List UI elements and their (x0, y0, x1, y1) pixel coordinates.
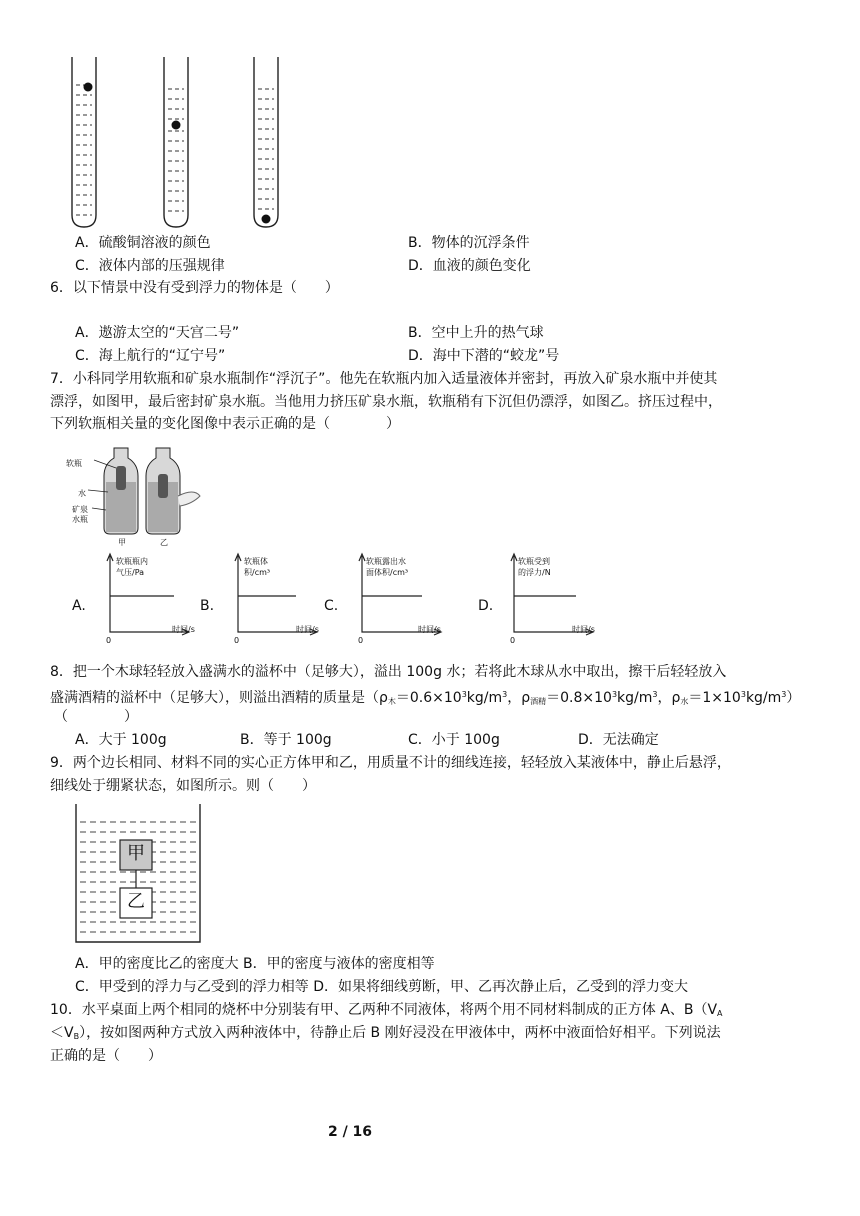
q8-sub-alcohol: 酒精 (530, 697, 547, 706)
block-jia-label: 甲 (127, 843, 145, 864)
q8-sub-water: 水 (680, 697, 689, 706)
q7-stem-line3: 下列软瓶相关量的变化图像中表示正确的是（ ） (50, 416, 400, 432)
q6-option-b: B．空中上升的热气球 (408, 325, 544, 341)
graph-c-letter: C. (324, 598, 339, 614)
q8-option-a: A．大于 100g (75, 732, 167, 748)
q8-option-c: C．小于 100g (408, 732, 500, 748)
q7-stem-line1: 7．小科同学用软瓶和矿泉水瓶制作“浮沉子”。他先在软瓶内加入适量液体并密封，再放入矿泉水瓶中并使其 (50, 371, 718, 387)
graph-d-letter: D. (478, 598, 494, 614)
q5-option-a: A．硫酸铜溶液的颜色 (75, 235, 211, 251)
q6-option-d: D．海中下潜的“蛟龙”号 (408, 348, 560, 364)
q10-stem-text: 10．水平桌面上两个相同的烧杯中分别装有甲、乙两种不同液体，将两个用不同材料制成的正方体 A、B（V (50, 1002, 718, 1018)
q9-options-line1: A．甲的密度比乙的密度大 B．甲的密度与液体的密度相等 (75, 956, 435, 972)
graph-a-ylabel-1: 软瓶瓶内 (116, 557, 148, 566)
q8-option-d: D．无法确定 (578, 732, 659, 748)
q10-stem-line3: 正确的是（ ） (50, 1048, 162, 1064)
graph-c-ylabel-2: 面体积/cm³ (366, 568, 409, 577)
page-number: 2 / 16 (327, 1124, 373, 1140)
q8-unit-2: kg/m (617, 690, 653, 706)
graph-a-origin: 0 (106, 636, 112, 645)
sunk-drop (262, 215, 271, 224)
q9-stem-line2: 细线处于绷紧状态，如图所示。则（ ） (50, 778, 316, 794)
q8-stem-line1: 8．把一个木球轻轻放入盛满水的溢杯中（足够大），溢出 100g 水；若将此木球从水中取出，擦干后轻轻放入 (50, 664, 727, 680)
label-mineral-bottle-2: 水瓶 (72, 515, 88, 524)
label-water: 水 (78, 489, 86, 498)
graph-d-origin: 0 (510, 636, 516, 645)
q8-close: ） (786, 690, 801, 706)
q10-sub-b: B (73, 1032, 80, 1041)
graph-c-origin: 0 (358, 636, 364, 645)
graph-d-ylabel-2: 的浮力/N (518, 568, 551, 577)
block-yi-label: 乙 (127, 891, 145, 912)
bottle-figure (70, 442, 210, 542)
q5-option-c: C．液体内部的压强规律 (75, 258, 225, 274)
q6-stem: 6．以下情景中没有受到浮力的物体是（ ） (50, 280, 339, 296)
q8-sup-1: 3 (461, 690, 467, 699)
q8-stem-line2 (50, 685, 800, 712)
q8-sup-4: 3 (652, 690, 658, 699)
q8-wood-value: ＝0.6×10 (395, 690, 462, 706)
q10-stem-rest: ），按如图两种方式放入两种液体中，待静止后 B 刚好浸没在甲液体中，两杯中液面恰好相平。下列说法 (79, 1025, 721, 1041)
q8-sub-wood: 木 (387, 697, 396, 706)
graph-d-ylabel-1: 软瓶受到 (518, 557, 550, 566)
q10-stem-line1 (50, 1000, 723, 1024)
q7-stem-line2: 漂浮，如图甲，最后密封矿泉水瓶。当他用力挤压矿泉水瓶，软瓶稍有下沉但仍漂浮，如图乙。挤压过程中， (50, 394, 722, 410)
graph-a-ylabel-2: 气压/Pa (116, 568, 145, 577)
q8-blank: （ ） (54, 709, 138, 725)
q10-stem-line2 (50, 1023, 721, 1047)
graph-a-letter: A. (72, 598, 86, 614)
q8-unit-1: kg/m (466, 690, 503, 706)
q8-water-value: ＝1×10 (688, 690, 741, 706)
q10-sub-a: A (717, 1009, 723, 1018)
graph-b-xlabel: 时间/s (296, 625, 319, 634)
test-tubes-figure (60, 55, 300, 235)
q8-alcohol-prefix: ，ρ (507, 690, 531, 706)
q8-alcohol-value: ＝0.8×10 (546, 690, 612, 706)
beaker-figure (72, 800, 212, 950)
graph-b-origin: 0 (234, 636, 240, 645)
q10-lt-v: ＜V (50, 1025, 74, 1041)
q8-option-b: B．等于 100g (240, 732, 332, 748)
graph-d-xlabel: 时间/s (572, 625, 595, 634)
q8-sup-3: 3 (611, 690, 618, 699)
q5-option-d: D．血液的颜色变化 (408, 258, 531, 274)
graph-a-xlabel: 时间/s (172, 625, 195, 634)
q8-sup-6: 3 (781, 690, 787, 699)
graph-c-xlabel: 时间/s (418, 625, 441, 634)
graph-b-ylabel-2: 积/cm³ (244, 568, 271, 577)
q8-sup-2: 3 (502, 690, 508, 699)
graph-c-ylabel-1: 软瓶露出水 (366, 557, 406, 566)
q8-unit-3: kg/m (745, 690, 782, 706)
q8-water-prefix: ，ρ (657, 690, 681, 706)
suspended-drop (172, 121, 181, 130)
graph-b-ylabel-1: 软瓶体 (244, 557, 268, 566)
q8-sup-5: 3 (740, 690, 746, 699)
q6-option-c: C．海上航行的“辽宁号” (75, 348, 226, 364)
label-yi: 乙 (160, 538, 168, 547)
q8-stem-text: 盛满酒精的溢杯中（足够大），则溢出酒精的质量是（ρ (50, 690, 388, 706)
q9-options-line2: C．甲受到的浮力与乙受到的浮力相等 D．如果将细线剪断，甲、乙再次静止后，乙受到的浮力变大 (75, 979, 689, 995)
q5-option-b: B．物体的沉浮条件 (408, 235, 530, 251)
q9-stem-line1: 9．两个边长相同、材料不同的实心正方体甲和乙，用质量不计的细线连接，轻轻放入某液体中，静止后悬浮， (50, 755, 731, 771)
q6-option-a: A．遨游太空的“天宫二号” (75, 325, 240, 341)
label-mineral-bottle-1: 矿泉 (72, 505, 88, 514)
label-soft-bottle: 软瓶 (66, 459, 82, 468)
graph-b-letter: B. (200, 598, 215, 614)
floating-drop (84, 83, 93, 92)
label-jia: 甲 (118, 538, 126, 547)
